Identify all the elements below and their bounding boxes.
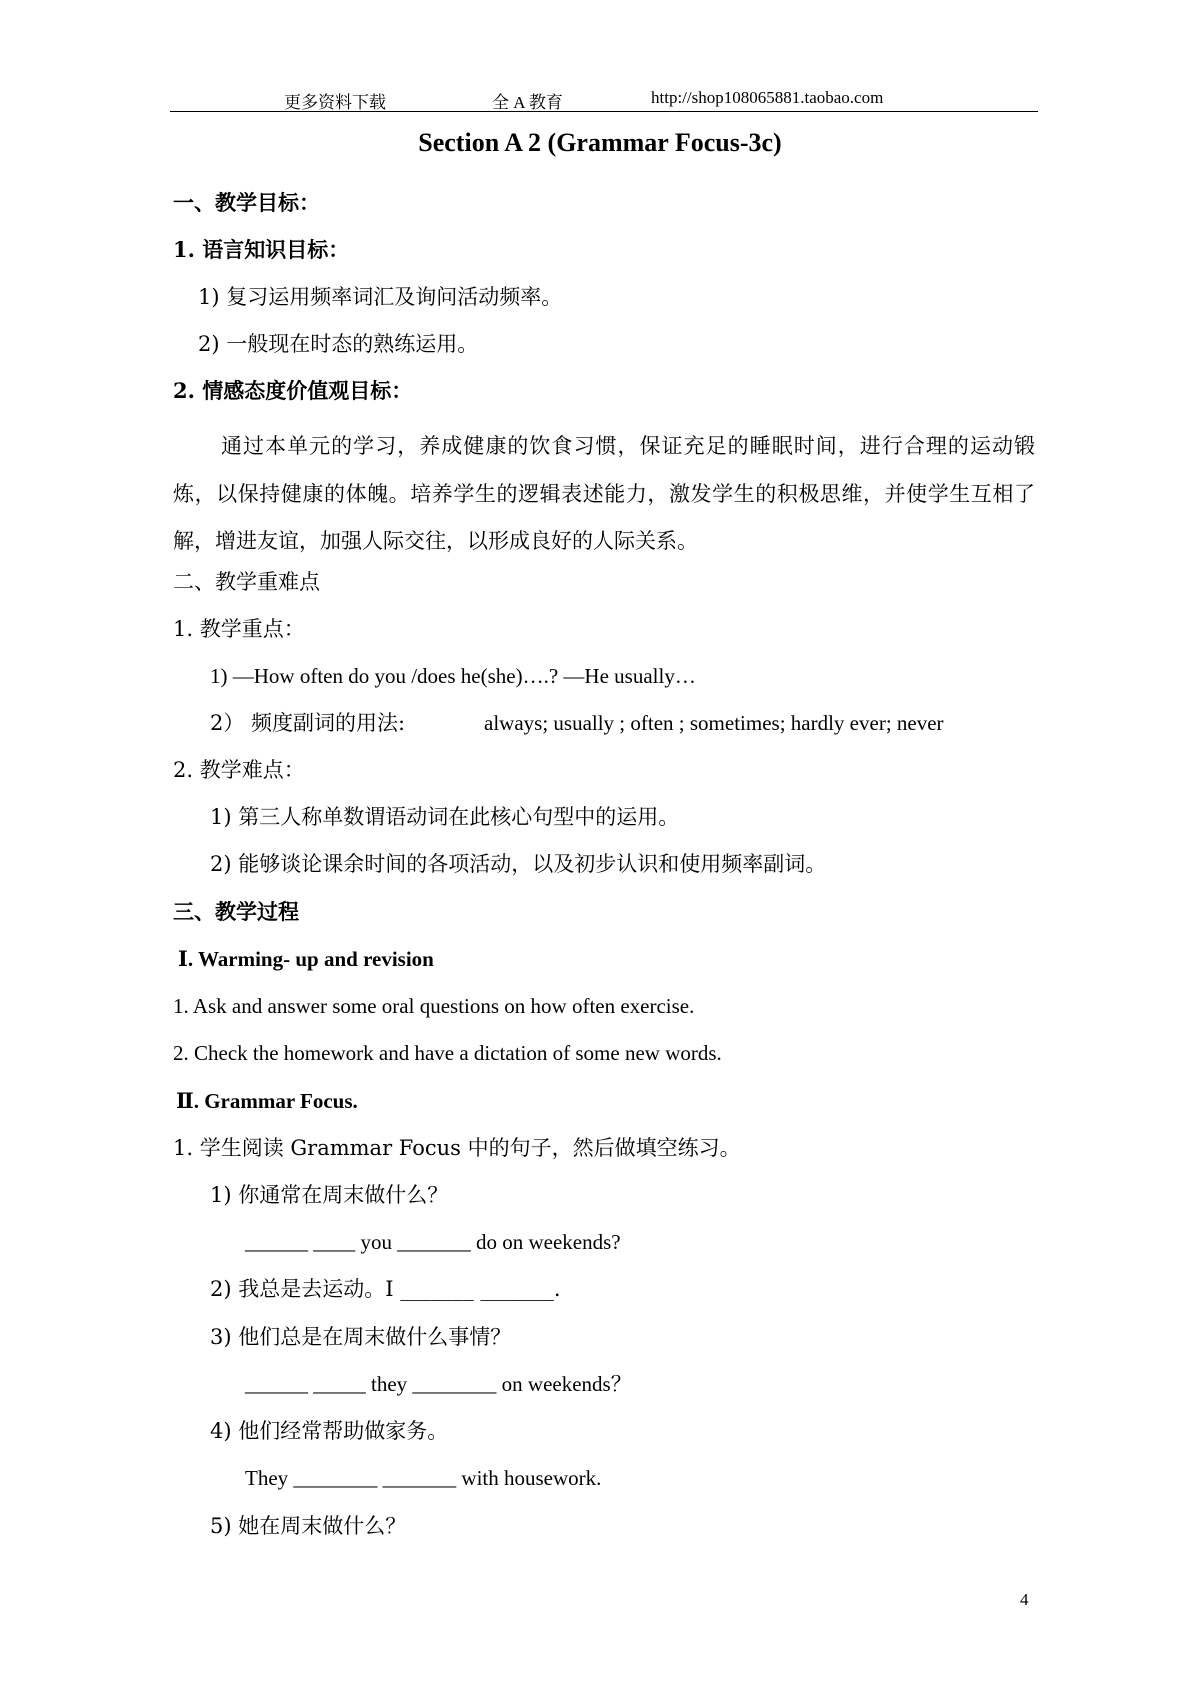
exercise-en-blank: ______ _____ they ________ on weekends？	[245, 1372, 632, 1396]
header-url-link[interactable]: http://shop108065881.taobao.com	[651, 88, 884, 107]
section-keypoints-heading: 二、教学重难点	[173, 570, 320, 594]
focus-item-sentence: 1) —How often do you /does he(she)….? —He usually…	[210, 664, 696, 688]
header-divider	[170, 111, 1038, 112]
page-header	[170, 86, 1038, 112]
difficulty-item: 1) 第三人称单数谓语动词在此核心句型中的运用。	[210, 805, 680, 829]
header-center-text: 全 A 教育	[492, 93, 563, 112]
focus-item-adverbs-label: 2） 频度副词的用法:	[210, 711, 406, 735]
difficulty-heading: 2. 教学难点：	[173, 758, 305, 782]
header-left-text: 更多资料下载	[284, 93, 386, 112]
warmup-item: 2. Check the homework and have a dictation of some new words.	[173, 1041, 722, 1065]
exercise-cn: 4) 他们经常帮助做家务。	[210, 1419, 449, 1443]
section-goals-heading: 一、教学目标：	[173, 190, 320, 215]
grammar-intro: 1. 学生阅读 Grammar Focus 中的句子，然后做填空练习。	[173, 1136, 741, 1160]
exercise-cn: 3) 他们总是在周末做什么事情？	[210, 1325, 512, 1349]
page-title: Section A 2 (Grammar Focus-3c)	[418, 128, 782, 157]
warmup-heading: Ⅰ. Warming- up and revision	[178, 947, 434, 971]
exercise-cn: 1) 你通常在周末做什么？	[210, 1183, 449, 1207]
focus-heading: 1. 教学重点：	[173, 617, 305, 641]
page-number: 4	[1020, 1590, 1029, 1609]
warmup-item: 1. Ask and answer some oral questions on how often exercise.	[173, 994, 695, 1018]
focus-item-adverbs-words: always; usually ; often ; sometimes; hardly ever; never	[484, 711, 944, 735]
grammar-heading: Ⅱ. Grammar Focus.	[176, 1089, 358, 1113]
exercise-cn: 5) 她在周末做什么？	[210, 1514, 407, 1538]
knowledge-goal-item: 1) 复习运用频率词汇及询问活动频率。	[198, 285, 563, 309]
exercise-en-blank: They ________ _______ with housework.	[245, 1466, 602, 1490]
exercise-en-blank: ______ ____ you _______ do on weekends?	[245, 1230, 621, 1254]
exercise-cn: 2) 我总是去运动。I _______ _______.	[210, 1277, 561, 1301]
knowledge-goal-item: 2) 一般现在时态的熟练运用。	[198, 332, 479, 356]
section-process-heading: 三、教学过程	[173, 899, 299, 924]
emotion-goals-paragraph: 通过本单元的学习，养成健康的饮食习惯，保证充足的睡眠时间，进行合理的运动锻炼，以保持健康的体魄。培养学生的逻辑表述能力，激发学生的积极思维，并使学生互相了解，增进友谊，加强人际交往，以形成良好的人际关系。	[173, 434, 1035, 553]
difficulty-item: 2) 能够谈论课余时间的各项活动，以及初步认识和使用频率副词。	[210, 852, 827, 876]
knowledge-goals-heading: 1. 语言知识目标：	[173, 237, 350, 262]
emotion-goals-heading: 2. 情感态度价值观目标：	[173, 378, 413, 403]
